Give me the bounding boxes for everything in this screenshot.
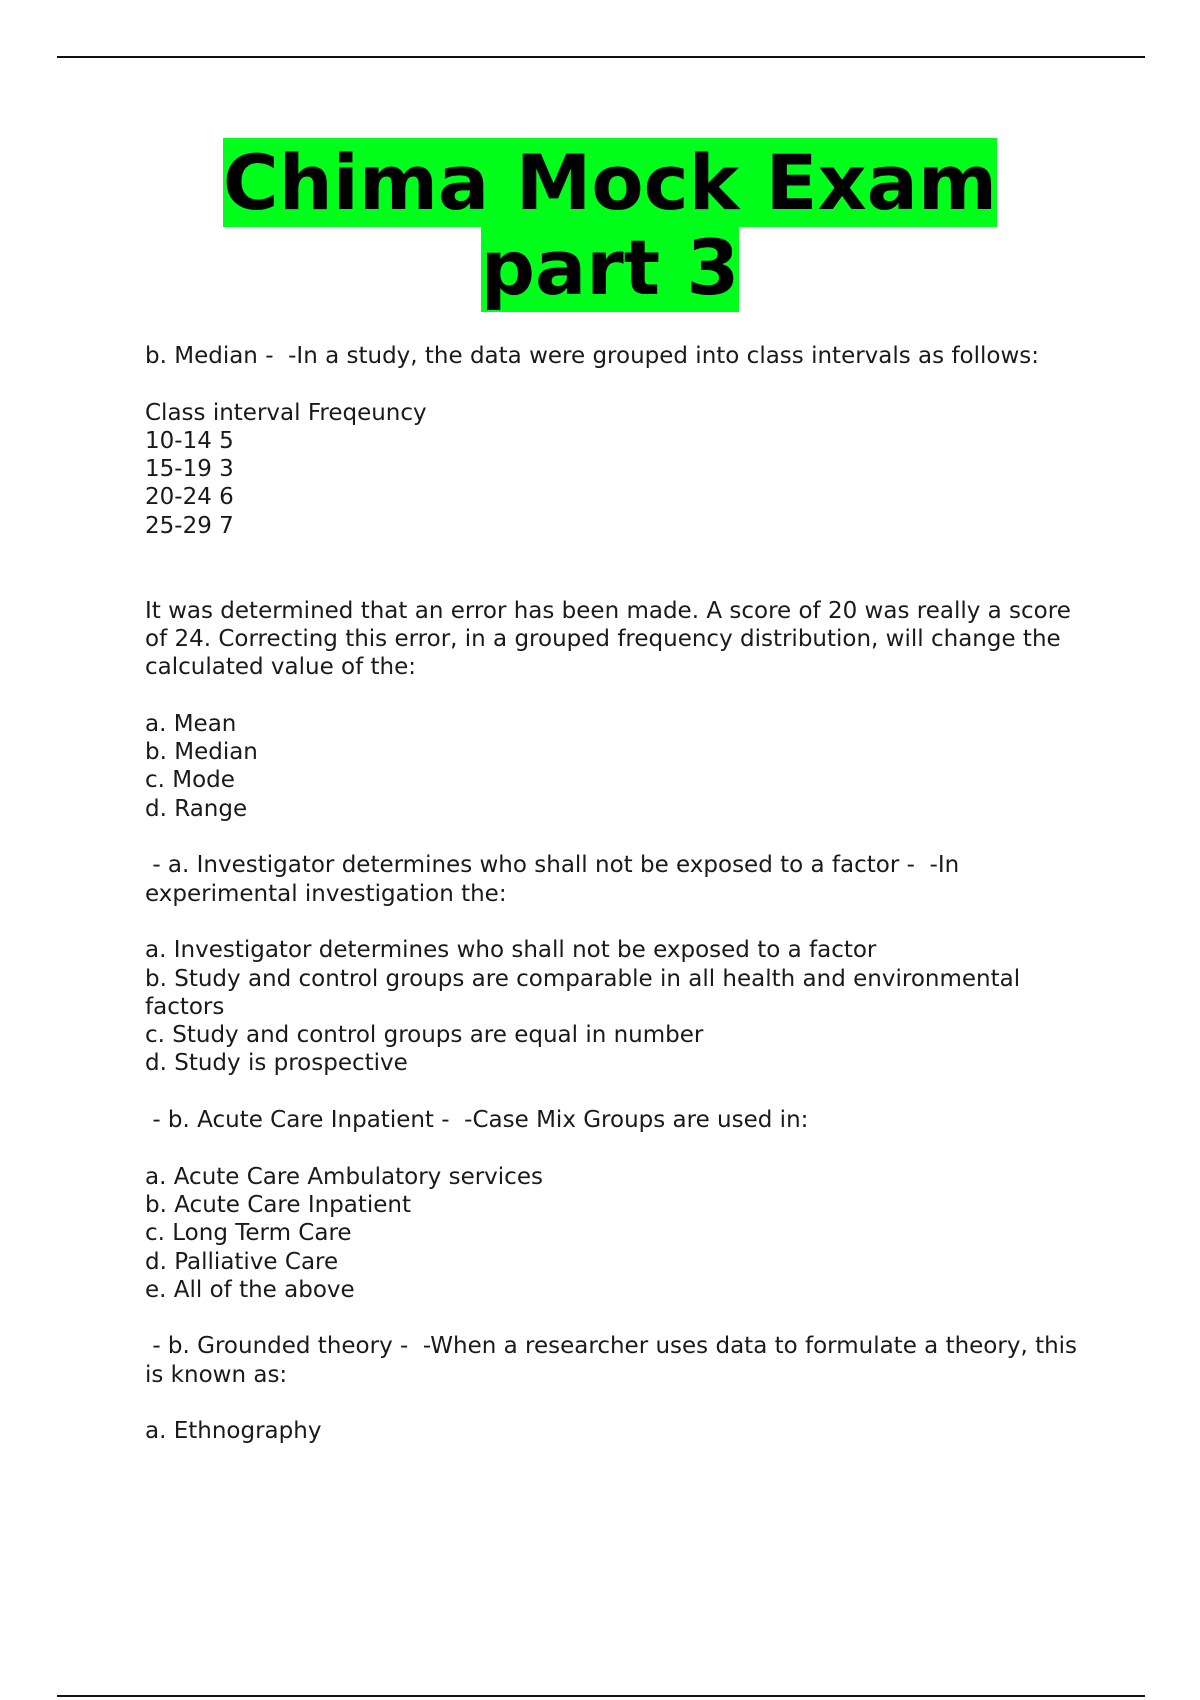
page-title-text: Chima Mock Exam part 3: [222, 138, 998, 312]
frequency-table-row: 15-19 3: [145, 456, 234, 483]
page-bottom-rule: [57, 1695, 1145, 1697]
answer-option: a. Mean: [145, 710, 237, 737]
frequency-table-header: Class interval Freqeuncy: [145, 399, 427, 426]
answer-option: e. All of the above: [145, 1276, 355, 1303]
question-block: [145, 1332, 1095, 1445]
question-answer-prompt: - b. Grounded theory - -When a researcher uses data to formulate a theory, this is known as:: [145, 1333, 1085, 1388]
question-stem: It was determined that an error has been made. A score of 20 was really a score of 24. Correcting this error, in a grouped frequency distribution, will change the calculated value of the:: [145, 597, 1079, 681]
answer-option: a. Ethnography: [145, 1418, 322, 1445]
answer-option: c. Study and control groups are equal in number: [145, 1022, 704, 1049]
answer-option: a. Acute Care Ambulatory services: [145, 1163, 543, 1190]
page-top-rule: [57, 56, 1145, 58]
answer-option: b. Median: [145, 739, 258, 766]
question-block: [145, 342, 1095, 823]
answer-option: c. Mode: [145, 767, 235, 794]
question-answer-prompt: b. Median - -In a study, the data were grouped into class intervals as follows:: [145, 343, 1040, 369]
answer-option: b. Study and control groups are comparable in all health and environmental factors: [145, 965, 1028, 1020]
answer-option: c. Long Term Care: [145, 1220, 352, 1247]
frequency-table-row: 10-14 5: [145, 427, 234, 454]
answer-option: d. Range: [145, 795, 248, 822]
document-body: [145, 342, 1095, 1446]
question-answer-prompt: - b. Acute Care Inpatient - -Case Mix Groups are used in:: [145, 1107, 809, 1134]
answer-option: d. Study is prospective: [145, 1050, 408, 1077]
question-answer-prompt: - a. Investigator determines who shall not be exposed to a factor - -In experimental investigation the:: [145, 852, 967, 907]
page-title: [130, 140, 1090, 310]
question-block: [145, 1106, 1095, 1304]
frequency-table-row: 20-24 6: [145, 484, 234, 511]
title-block: [130, 140, 1090, 310]
answer-option: b. Acute Care Inpatient: [145, 1191, 412, 1218]
question-block: [145, 851, 1095, 1077]
answer-option: a. Investigator determines who shall not be exposed to a factor: [145, 937, 877, 964]
answer-option: d. Palliative Care: [145, 1248, 339, 1275]
frequency-table-row: 25-29 7: [145, 512, 234, 539]
